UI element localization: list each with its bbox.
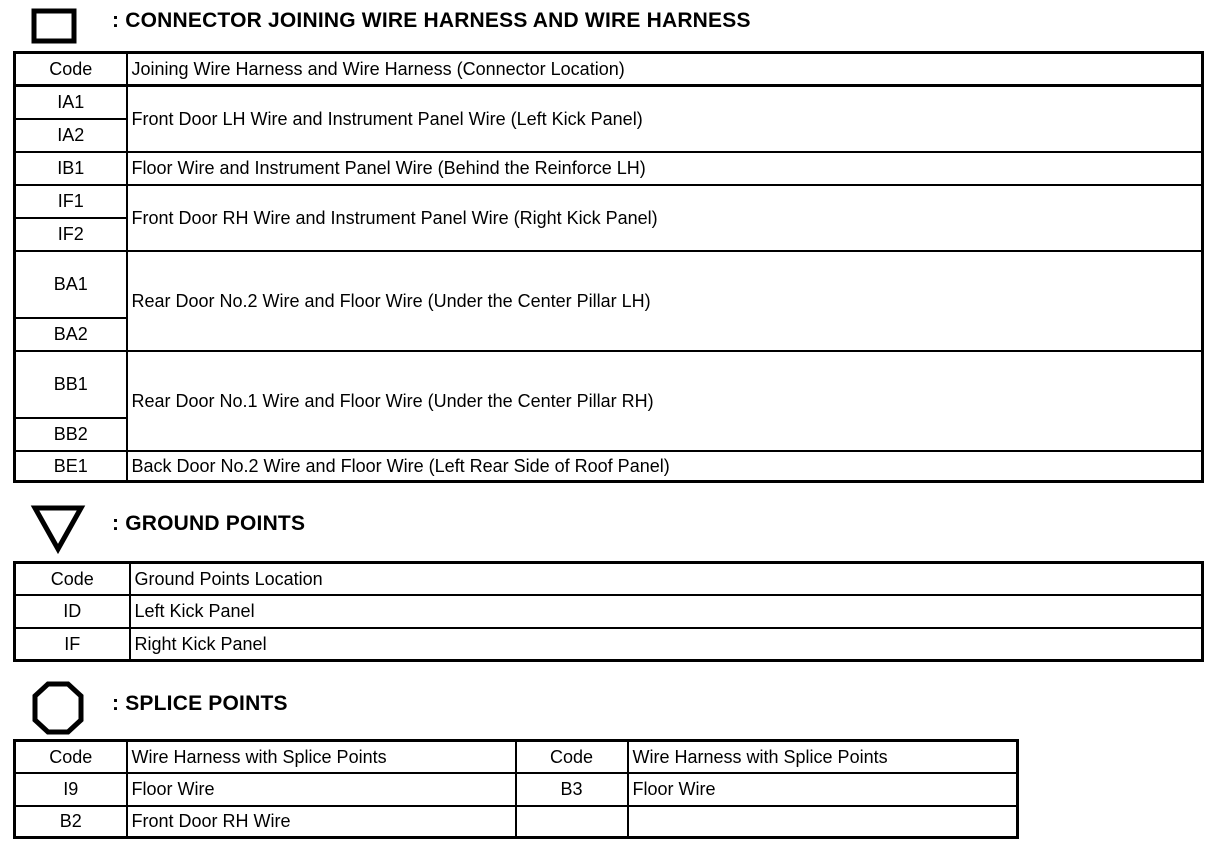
splice-table [13, 739, 1019, 839]
desc-cell: Right Kick Panel [130, 628, 1203, 661]
code-cell: BB1 [15, 351, 127, 418]
header-code: Code [15, 563, 130, 595]
desc-cell: Front Door RH Wire [127, 806, 516, 838]
code-cell: BA1 [15, 251, 127, 318]
table-header-row [15, 53, 1203, 86]
code-cell: IF [15, 628, 130, 661]
desc-cell: Floor Wire [628, 773, 1018, 806]
code-cell: B3 [516, 773, 628, 806]
code-cell: BE1 [15, 451, 127, 482]
ground-section-title: : GROUND POINTS [112, 512, 306, 535]
table-row [15, 185, 1203, 218]
ground-table [13, 561, 1204, 662]
code-cell: BA2 [15, 318, 127, 351]
code-cell: BB2 [15, 418, 127, 451]
octagon-icon [28, 680, 88, 736]
table-row [15, 451, 1203, 482]
code-cell: B2 [15, 806, 127, 838]
code-cell: IA2 [15, 119, 127, 152]
desc-cell: Floor Wire [127, 773, 516, 806]
code-cell: I9 [15, 773, 127, 806]
header-desc: Ground Points Location [130, 563, 1203, 595]
desc-cell: Front Door RH Wire and Instrument Panel Wire (Right Kick Panel) [127, 185, 1203, 251]
code-cell: ID [15, 595, 130, 628]
desc-cell: Left Kick Panel [130, 595, 1203, 628]
table-row [15, 806, 1018, 838]
table-row [15, 86, 1203, 119]
table-row [15, 595, 1203, 628]
table-row [15, 152, 1203, 185]
code-cell: IB1 [15, 152, 127, 185]
ground-section-header [0, 500, 1216, 550]
table-row [15, 351, 1203, 418]
triangle-down-icon [28, 502, 88, 554]
header-desc: Wire Harness with Splice Points [628, 741, 1018, 773]
table-row [15, 773, 1018, 806]
splice-section-title: : SPLICE POINTS [112, 692, 288, 715]
header-code: Code [15, 741, 127, 773]
desc-cell: Back Door No.2 Wire and Floor Wire (Left Rear Side of Roof Panel) [127, 451, 1203, 482]
code-cell [516, 806, 628, 838]
connector-section-header [0, 0, 1216, 50]
desc-cell: Rear Door No.2 Wire and Floor Wire (Under the Center Pillar LH) [127, 251, 1203, 351]
header-desc: Wire Harness with Splice Points [127, 741, 516, 773]
header-code: Code [15, 53, 127, 86]
table-header-row [15, 741, 1018, 773]
code-cell: IF1 [15, 185, 127, 218]
desc-cell: Floor Wire and Instrument Panel Wire (Behind the Reinforce LH) [127, 152, 1203, 185]
connector-section-title: : CONNECTOR JOINING WIRE HARNESS AND WIRE HARNESS [112, 9, 751, 32]
connector-table [13, 51, 1204, 483]
desc-cell: Rear Door No.1 Wire and Floor Wire (Under the Center Pillar RH) [127, 351, 1203, 451]
table-row [15, 628, 1203, 661]
code-cell: IF2 [15, 218, 127, 251]
table-row [15, 251, 1203, 318]
header-code: Code [516, 741, 628, 773]
desc-cell [628, 806, 1018, 838]
desc-cell: Front Door LH Wire and Instrument Panel Wire (Left Kick Panel) [127, 86, 1203, 152]
splice-section-header [0, 678, 1216, 728]
table-header-row [15, 563, 1203, 595]
header-desc: Joining Wire Harness and Wire Harness (Connector Location) [127, 53, 1203, 86]
square-icon [28, 6, 80, 46]
code-cell: IA1 [15, 86, 127, 119]
